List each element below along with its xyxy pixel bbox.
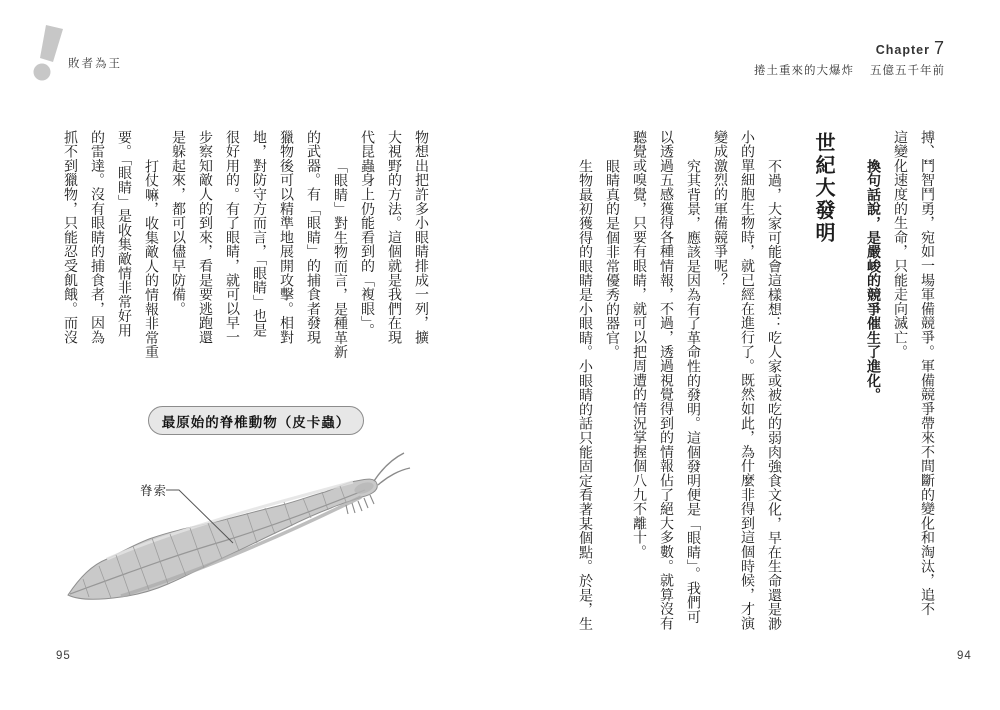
series-title: 敗者為王 — [68, 58, 122, 70]
text-line: 搏、鬥智鬥勇，宛如一場軍備競爭。軍備競爭帶來不間斷的變化和淘汰，追不 — [919, 130, 934, 617]
series-header — [30, 24, 230, 80]
page-94-text — [571, 130, 940, 646]
exclamation-icon — [30, 24, 70, 82]
text-line: 究其背景，應該是因為有了革命性的發明。這個發明便是「眼睛」。我們可 — [685, 159, 700, 624]
text-line: 代昆蟲身上仍能看到的「複眼」。 — [359, 130, 374, 338]
text-line: 這變化速度的生命，只能走向滅亡。 — [892, 130, 907, 359]
text-line: 步察知敵人的到來，看是要逃跑還 — [197, 130, 212, 345]
antennae — [374, 453, 410, 485]
text-line: 以透過五感獲得各種情報，不過，透過視覺得到的情報佔了絕大多數。就算沒有 — [658, 130, 673, 631]
text-line: 大視野的方法。這個就是我們在現 — [386, 130, 401, 345]
text-line: 聽覺或嗅覺，只要有眼睛，就可以把周遭的情況掌握個八九不離十。 — [631, 130, 646, 559]
chapter-number: 7 — [933, 38, 945, 58]
creature-body — [68, 479, 377, 599]
chapter-subtitle-line — [754, 62, 945, 78]
chapter-line — [754, 38, 945, 59]
text-line: 「眼睛」對生物而言，是種革新 — [332, 159, 347, 360]
page-95-text — [56, 130, 434, 368]
chapter-label: Chapter — [875, 43, 930, 57]
text-line: 變成激烈的軍備競爭呢？ — [712, 130, 727, 288]
text-line: 打仗嘛，收集敵人的情報非常重 — [143, 159, 158, 360]
pikaia-illustration — [52, 443, 414, 628]
text-line: 不過，大家可能會這樣想：吃人家或被吃的弱肉強食文化，早在生命還是渺 — [766, 159, 781, 631]
text-line: 換句話說，是嚴峻的競爭催生了進化。 — [865, 159, 880, 403]
chapter-era: 五億五千年前 — [870, 65, 945, 77]
text-line: 要。「眼睛」是收集敵情非常好用 — [116, 130, 131, 338]
text-line: 抓不到獵物，只能忍受飢餓。而沒 — [62, 130, 77, 345]
section-heading: 世紀大發明 — [812, 132, 834, 245]
chapter-header — [754, 38, 945, 78]
page-number-left: 95 — [56, 650, 71, 662]
page-number-right: 94 — [957, 650, 972, 662]
notochord-label: 脊索 — [140, 484, 168, 498]
text-line: 物想出把許多小眼睛排成一列，擴 — [413, 130, 428, 345]
text-line: 是躲起來，都可以儘早防備。 — [170, 130, 185, 316]
text-line: 眼睛真的是個非常優秀的器官。 — [604, 159, 619, 360]
text-line: 的雷達。沒有眼睛的捕食者，因為 — [89, 130, 104, 345]
figure-caption: 最原始的脊椎動物（皮卡蟲） — [148, 406, 364, 435]
text-line: 地，對防守方而言，「眼睛」也是 — [251, 130, 266, 338]
text-line: 的武器。有「眼睛」的捕食者發現 — [305, 130, 320, 345]
chapter-subtitle: 捲土重來的大爆炸 — [754, 65, 854, 77]
text-line: 獵物後可以精準地展開攻擊。相對 — [278, 130, 293, 345]
text-line: 很好用的。有了眼睛，就可以早一 — [224, 130, 239, 345]
text-line: 小的單細胞生物時，就已經在進行了。既然如此，為什麼非得到這個時候，才演 — [739, 130, 754, 631]
text-line: 生物最初獲得的眼睛是小眼睛。小眼睛的話只能固定看著某個點。於是，生 — [577, 159, 592, 631]
